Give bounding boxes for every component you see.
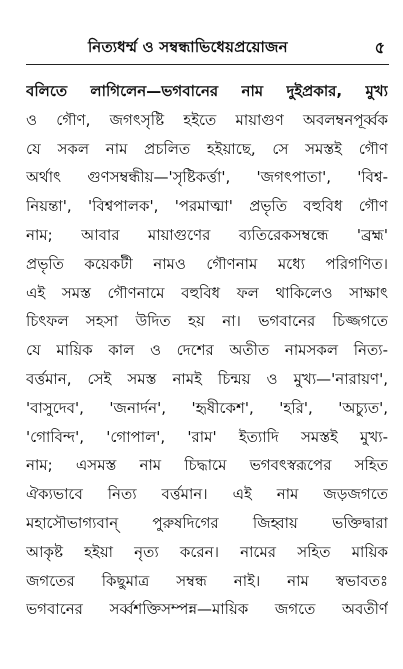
text-line: আকৃষ্ট হইয়া নৃত্য করেন। নামের সহিত মায়িক <box>26 542 388 561</box>
text-line: 'বাসুদেব', 'জনার্দন', 'হৃষীকেশ', 'হরি', 'অচ্যুত', <box>26 398 388 417</box>
text-line: বলিতে লাগিলেন—ভগবানের নাম দুইপ্রকার, মুখ্য <box>26 82 388 100</box>
text-line: নাম; আবার মায়াগুণের ব্যতিরেকসম্বন্ধে 'ব্রহ্ম' <box>26 225 388 244</box>
text-line: বর্ত্তমান, সেই সমস্ত নামই চিন্ময় ও মুখ্য—'নারায়ণ', <box>26 369 388 388</box>
page-number: ৫ <box>374 38 385 57</box>
text-line: এই সমস্ত গৌণনামে বহুবিধ ফল থাকিলেও সাক্ষাৎ <box>26 283 388 302</box>
text-line: অর্থাৎ গুণসম্বন্ধীয়—'সৃষ্টিকর্ত্তা', 'জগৎপাতা', 'বিশ্ব- <box>26 168 388 187</box>
text-line: নাম; এসমস্ত নাম চিদ্ধামে ভগবৎস্বরূপের সহিত <box>26 456 388 475</box>
text-line: ভগবানের সর্ব্বশক্তিসম্পন্ন—মায়িক জগতে অবতীর্ণ <box>26 600 388 619</box>
text-line: 'গোবিন্দ', 'গোপাল', 'রাম' ইত্যাদি সমস্তই মুখ্য- <box>26 427 388 446</box>
text-line: নিয়ন্তা', 'বিশ্বপালক', 'পরমাত্মা' প্রভৃতি বহুবিধ গৌণ <box>26 197 388 216</box>
text-line: জগতের কিছুমাত্র সম্বন্ধ নাই। নাম স্বভাবতঃ <box>26 571 388 590</box>
text-line: ঐক্যভাবে নিত্য বর্ত্তমান। এই নাম জড়জগতে <box>26 485 388 504</box>
page-header <box>26 34 389 65</box>
text-line: প্রভৃতি কয়েকটী নামও গৌণনাম মধ্যে পরিগণিত। <box>26 254 388 273</box>
running-title: নিত্যধর্ম্ম ও সম্বন্ধাভিধেয়প্রয়োজন <box>88 38 288 56</box>
text-line: যে সকল নাম প্রচলিত হইয়াছে, সে সমস্তই গৌণ <box>26 139 388 158</box>
text-line: মহাসৌভাগ্যবান্ পুরুষদিগের জিহ্বায় ভক্তিদ্বারা <box>26 513 388 532</box>
text-line: ও গৌণ, জগৎসৃষ্টি হইতে মায়াগুণ অবলম্বনপূর্ব্বক <box>26 110 388 129</box>
body-text <box>26 77 388 624</box>
text-line: চিৎফল সহসা উদিত হয় না। ভগবানের চিজ্জগতে <box>26 312 388 331</box>
text-line: যে মায়িক কাল ও দেশের অতীত নামসকল নিত্য- <box>26 341 388 360</box>
